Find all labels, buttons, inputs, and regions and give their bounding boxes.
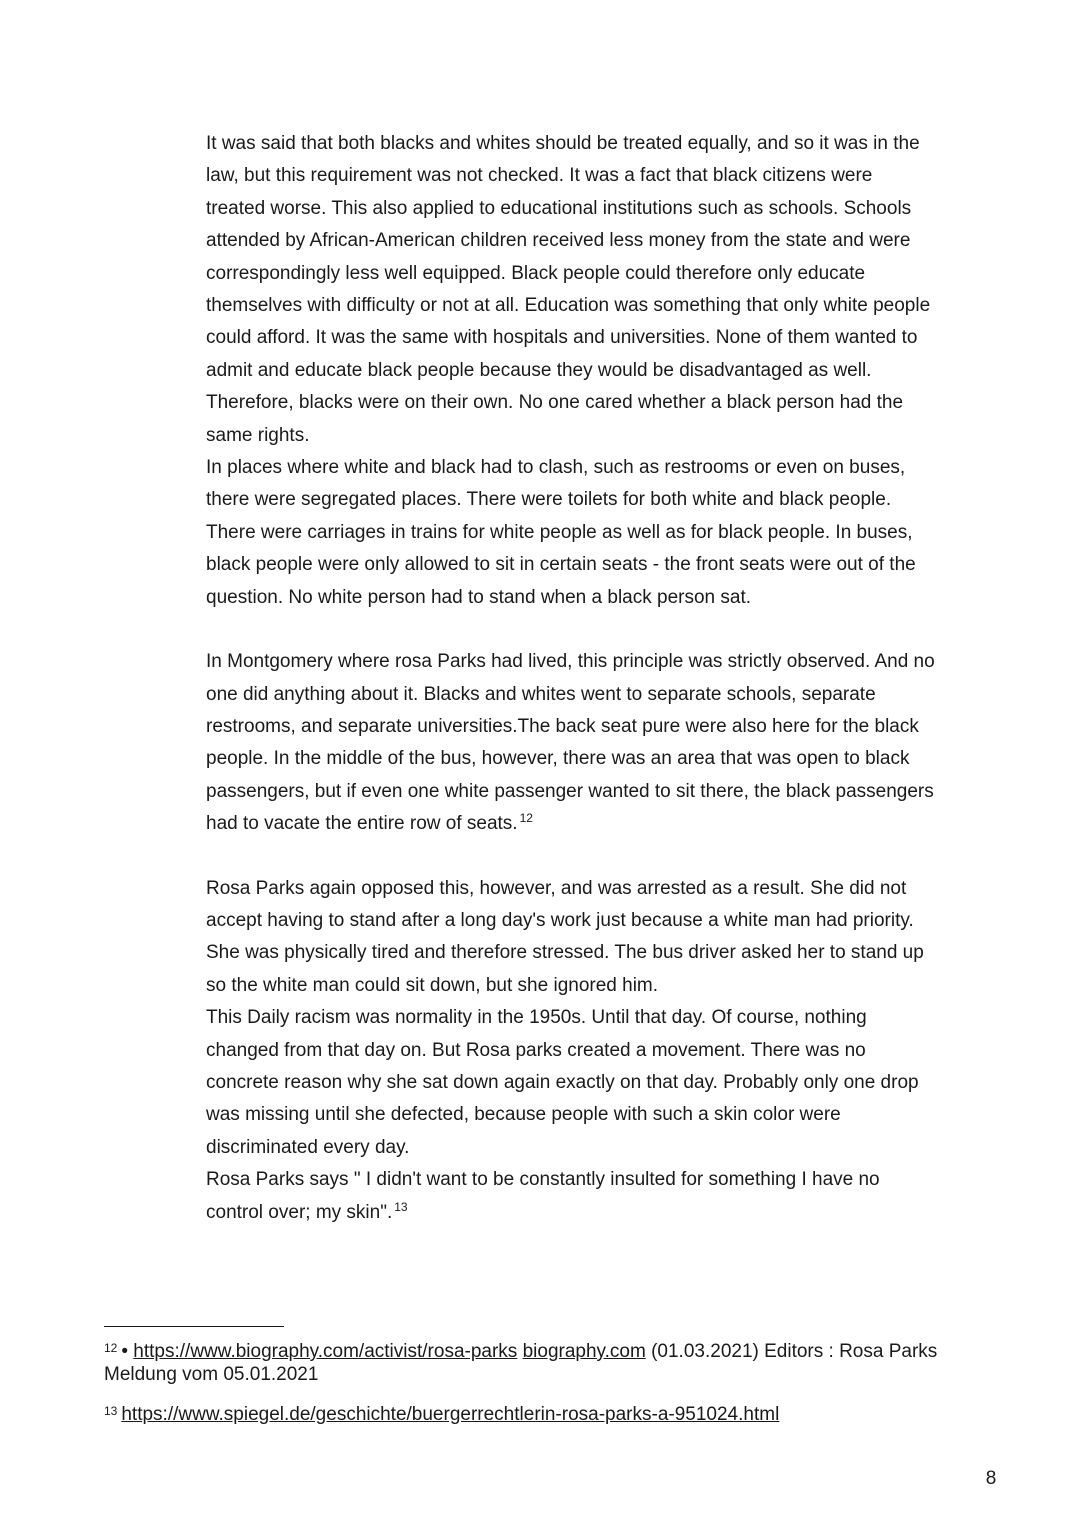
body-text [206, 128, 936, 1229]
paragraph-text: It was said that both blacks and whites should be treated equally, and so it was in the law, but this requirement was not checked. It was a fact that black citizens were treated worse. This also applied to educational institutions such as schools. Schools attended by African-American children received less money from the state and were correspondingly less well equipped. Black people could therefore only educate themselves with difficulty or not at all. Education was something that only white people could afford. It was the same with hospitals and universities. None of them wanted to admit and educate black people because they would be disadvantaged as well. Therefore, blacks were on their own. No one cared whether a black person had the same rights. [206, 133, 931, 446]
paragraph-text: Rosa Parks again opposed this, however, and was arrested as a result. She did not accept having to stand after a long day's work just because a white man had priority. She was physically tired and therefore stressed. The bus driver asked her to stand up so the white man could sit down, but she ignored him. [206, 877, 924, 996]
footnote-12 [104, 1340, 964, 1386]
footnote-reference-12[interactable]: 12 [519, 811, 533, 826]
paragraph-equal-treatment [206, 128, 936, 452]
paragraph-montgomery [206, 646, 936, 840]
paragraph-text: This Daily racism was normality in the 1950s. Until that day. Of course, nothing changed from that day on. But Rosa parks created a movement. There was no concrete reason why she sat down again exactly on that day. Probably only one drop was missing until she defected, because people with such a skin color were discriminated every day. [206, 1007, 919, 1158]
paragraph-arrest [206, 873, 936, 1003]
footnote-link[interactable]: https://www.biography.com/activist/rosa-parks [133, 1341, 518, 1362]
footnote-link[interactable]: biography.com [522, 1341, 646, 1362]
paragraph-segregated-places [206, 452, 936, 614]
footnote-reference-13[interactable]: 13 [394, 1199, 408, 1214]
footnote-link[interactable]: https://www.spiegel.de/geschichte/buergerrechtlerin-rosa-parks-a-951024.html [121, 1404, 780, 1425]
paragraph-quote [206, 1164, 936, 1229]
footnote-text: (01.03.2021) Editors : Rosa Parks Meldung vom 05.01.2021 [104, 1341, 938, 1385]
paragraph-text: In Montgomery where rosa Parks had lived, this principle was strictly observed. And no one did anything about it. Blacks and whites went to separate schools, separate restrooms, and separate universities.The back seat pure were also here for the black people. In the middle of the bus, however, there was an area that was open to black passengers, but if even one white passenger wanted to sit there, the black passengers had to vacate the entire row of seats. [206, 651, 935, 835]
footnote-number: 12 [104, 1341, 118, 1355]
paragraph-daily-racism [206, 1002, 936, 1164]
paragraph-text: In places where white and black had to clash, such as restrooms or even on buses, there were segregated places. There were toilets for both white and black people. There were carriages in trains for white people as well as for black people. In buses, black people were only allowed to sit in certain seats - the front seats were out of the question. No white person had to stand when a black person sat. [206, 457, 916, 608]
paragraph-text: Rosa Parks says " I didn't want to be constantly insulted for something I have no control over; my skin". [206, 1169, 880, 1223]
footnote-separator [104, 1326, 284, 1327]
footnote-bullet: • [121, 1341, 129, 1362]
footnote-13 [104, 1403, 964, 1426]
page-number: 8 [985, 1468, 997, 1489]
footnotes [104, 1340, 964, 1443]
footnote-number: 13 [104, 1404, 118, 1418]
